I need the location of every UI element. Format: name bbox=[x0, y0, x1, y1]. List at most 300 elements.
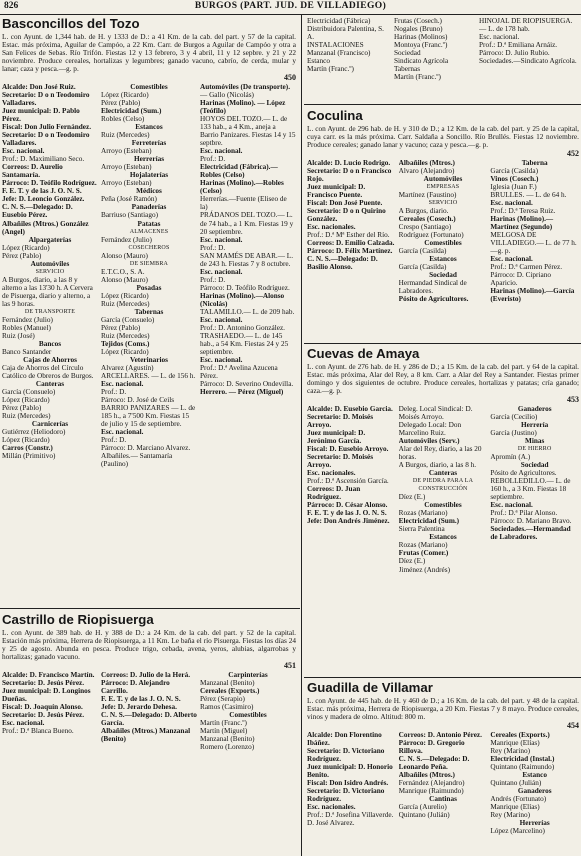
entry-number: 450 bbox=[284, 73, 296, 83]
directory-entry: Fiscal: D. Joaquín Alonso. bbox=[2, 703, 83, 712]
directory-entry: Arroyo (Esteban) bbox=[101, 179, 152, 188]
article-guadilla bbox=[307, 680, 579, 856]
directory-entry: Sociedades.—Sindicato Agrícola. bbox=[479, 57, 577, 66]
directory-entry: C. N. S.—Delegado: D. Leonardo Peña. bbox=[398, 755, 470, 772]
directory-entry: Secretario: D. Jesús Pérez. bbox=[2, 711, 85, 720]
directory-entry: Cereales (Exports.) bbox=[490, 731, 550, 740]
directory-entry: Harinas (Molinos) bbox=[394, 33, 448, 42]
entry-number: 453 bbox=[567, 395, 579, 405]
listing-columns bbox=[307, 405, 579, 573]
directory-entry: Prof.: D.ª Pilar Alonso. bbox=[490, 509, 558, 518]
trade-heading: Sociedad bbox=[429, 271, 457, 280]
trade-heading: Sociedad bbox=[394, 49, 421, 58]
directory-entry: Esc. nacional. bbox=[490, 501, 533, 510]
directory-entry: Rey (Marino) bbox=[490, 747, 531, 756]
directory-entry: Párroco: D. Alejandro Carrillo. bbox=[101, 679, 170, 696]
listing-column bbox=[307, 405, 396, 573]
directory-entry: Esc. nacionales. bbox=[307, 223, 356, 232]
listing-column bbox=[200, 671, 296, 751]
directory-entry: Párroco: D. Teófilo Rodríguez. bbox=[200, 283, 290, 292]
directory-entry: REBOLLEDILLO.— L. de 160 h., a 3 Km. Fiestas 18 septiembre. bbox=[490, 477, 571, 502]
directory-entry: Albañiles.— Santamaría (Paulino) bbox=[101, 451, 173, 468]
directory-entry: Cereales (Exports.) bbox=[200, 687, 260, 696]
listing-columns bbox=[2, 671, 296, 751]
directory-entry: Alar del Rey, diario, a las 20 horas. bbox=[398, 445, 482, 462]
directory-entry: Pósito de Agricultores. bbox=[398, 295, 469, 304]
directory-entry: Pérez (Pablo) bbox=[2, 403, 42, 412]
directory-entry: Secretario: D. Moisés Arroyo. bbox=[307, 453, 374, 470]
trade-heading: Patatas bbox=[137, 219, 161, 228]
listing-column bbox=[101, 83, 197, 468]
continuation-column-2 bbox=[394, 17, 476, 103]
directory-entry: Millán (Primitivo) bbox=[2, 451, 56, 460]
trade-heading: Panaderías bbox=[131, 203, 167, 212]
directory-entry: Manzanal (Benito) bbox=[200, 735, 255, 744]
trade-subheading: ALMACENES bbox=[129, 228, 169, 235]
directory-entry: Martínez (Faustino) bbox=[398, 191, 457, 200]
directory-entry: Banco Santander bbox=[2, 347, 52, 356]
locality-title: Guadilla de Villamar bbox=[307, 680, 433, 695]
directory-entry: Secretario: D o n Teodomiro Valladares. bbox=[2, 91, 90, 108]
listing-column bbox=[399, 159, 488, 303]
trade-heading: Automóviles bbox=[423, 175, 463, 184]
directory-entry: Esc. nacional. bbox=[2, 147, 45, 156]
trade-heading: Minas bbox=[525, 437, 545, 446]
trade-heading: Cajas de Ahorros bbox=[23, 355, 77, 364]
directory-entry: García (Aurelio) bbox=[398, 803, 447, 812]
directory-entry: Cereales (Cosech.) bbox=[398, 215, 456, 224]
directory-entry: Harinas (Molino).—Robles (Celso) bbox=[200, 179, 284, 196]
trade-heading: Ganaderos bbox=[517, 405, 552, 414]
continuation-column-1 bbox=[307, 17, 391, 103]
directory-entry: Juez municipal: D. Honorio Benito. bbox=[307, 763, 393, 780]
directory-entry: Secretario: D. Victoriano Rodríguez. bbox=[307, 747, 385, 764]
directory-entry: Jefe: D. Jerardo Dehesa. bbox=[101, 703, 177, 712]
trade-heading: Canteras bbox=[428, 469, 458, 478]
directory-entry: Frutas (Comer.) bbox=[398, 549, 449, 558]
trade-heading: Taberna bbox=[521, 159, 548, 168]
directory-entry: Barriuso (Santiago) bbox=[101, 211, 158, 220]
directory-entry: Ruiz (Mercedes) bbox=[101, 131, 150, 140]
directory-entry: López (Marcelino) bbox=[490, 827, 545, 836]
listing-column bbox=[490, 731, 579, 835]
directory-entry: Automóviles (Serv.) bbox=[398, 437, 460, 446]
directory-entry: Ruiz (Mercedes) bbox=[101, 331, 150, 340]
directory-entry: Herrerías.—Fuente (Eliseo de la) bbox=[200, 195, 287, 212]
directory-entry: Secretario: D o n Teodomiro Valladares. bbox=[2, 131, 90, 148]
listing-columns bbox=[307, 731, 579, 835]
directory-entry: Esc. nacional. bbox=[490, 199, 533, 208]
locality-title: Basconcillos del Tozo bbox=[2, 16, 140, 31]
directory-entry: PRÁDANOS DEL TOZO.— L. de 74 hab., a 1 Km. Fiestas 19 y 20 septiembre. bbox=[200, 211, 294, 236]
entry-number: 454 bbox=[567, 721, 579, 731]
directory-entry: Carros (Constr.) bbox=[2, 443, 53, 452]
trade-heading: Ferreterías bbox=[131, 139, 167, 148]
directory-entry: Martín (Miguel) bbox=[200, 727, 248, 736]
directory-entry: E.T.C.O., S. A. bbox=[101, 267, 145, 276]
directory-entry: Martín (Franc.º) bbox=[307, 65, 354, 74]
directory-entry: Manzanal (Francisco) bbox=[307, 49, 371, 58]
directory-entry: C. N. S.—Delegado: D. Eusebio Pérez. bbox=[2, 203, 73, 220]
directory-entry: Juez municipal: D. Longinos Dueñas. bbox=[2, 687, 91, 704]
trade-heading: Posadas bbox=[136, 283, 162, 292]
directory-entry: Juez municipal: D. Jerónimo García. bbox=[307, 429, 366, 446]
entry-number: 451 bbox=[284, 661, 296, 671]
article-basconcillos bbox=[2, 16, 296, 680]
directory-entry: HINOJAL DE RIOPISUERGA.— L. de 178 hab. bbox=[479, 17, 573, 34]
directory-entry: Correos: D. Antonio Pérez. bbox=[398, 731, 482, 740]
directory-entry: F. E. T. y de las J. O. N. S. bbox=[307, 509, 387, 518]
trade-heading: Carpinterías bbox=[228, 671, 268, 680]
directory-entry: Automóviles (De transporte). bbox=[200, 83, 291, 92]
directory-entry: Alonso (Mauro) bbox=[101, 275, 148, 284]
directory-entry: D. José Alvarez. bbox=[307, 819, 355, 828]
directory-entry: Prof.: D.ª Emiliana Arnáiz. bbox=[479, 41, 558, 50]
directory-entry: Albañiles (Mtros.) Manzanal (Benito) bbox=[101, 727, 191, 744]
continuation-column-3 bbox=[479, 17, 579, 103]
listing-column bbox=[399, 405, 488, 573]
trade-heading: Estancos bbox=[135, 123, 163, 132]
directory-entry: Prof.: D. Maximiliano Seco. bbox=[2, 155, 85, 164]
directory-entry: Ruiz (José) bbox=[2, 331, 35, 340]
directory-entry: Párroco: D. Gregorio Rillova. bbox=[398, 739, 465, 756]
directory-entry: García (Casilda) bbox=[398, 247, 447, 256]
directory-entry: Peña (José Ramón) bbox=[101, 195, 157, 204]
directory-entry: Gutiérrez (Heliodoro) bbox=[2, 427, 66, 436]
directory-entry: Martín (Franc.º) bbox=[200, 719, 247, 728]
directory-entry: Díez (E.) bbox=[398, 493, 426, 502]
directory-entry: Párroco: D. Teófilo Rodríguez. bbox=[2, 179, 97, 188]
directory-entry: Secretario: D. Moisés Arroyo. bbox=[307, 413, 374, 430]
trade-subheading: DE SIEMBRA bbox=[129, 260, 169, 267]
directory-entry: Secretario: D. Jesús Pérez. bbox=[2, 679, 85, 688]
directory-entry: Vinos (Cosech.) bbox=[490, 175, 539, 184]
directory-entry: SAN MAMÉS DE ABAR.— L. de 243 h. Fiestas 7 y 8 octubre. bbox=[200, 251, 294, 268]
directory-entry: Párroco: D. Félix Martínez. bbox=[307, 247, 393, 256]
directory-entry: García (Cecilio) bbox=[490, 413, 538, 422]
directory-entry: Frutas (Cosech.) bbox=[394, 17, 442, 25]
listing-column bbox=[2, 671, 98, 751]
directory-entry: Secretario: D. Victoriano Rodríguez. bbox=[307, 787, 385, 804]
directory-entry: García (Casilda) bbox=[490, 167, 539, 176]
directory-entry: Fiscal: Don Isidro Andrés. bbox=[307, 779, 389, 788]
listing-column bbox=[490, 159, 579, 303]
trade-heading: Estancos bbox=[429, 255, 457, 264]
directory-entry: Juez municipal: D. Francisco Puente. bbox=[307, 183, 366, 200]
locality-description: L. con Ayunt. de 389 hab. de H. y 388 de D.: a 24 Km. de la cab. del part. y 52 de la capital. Estación más próxima, Herrera de Riopisuerga, a 11 Km. Le baña el río Pisuerga. Fiestas los días 24 y 25 de agosto. Abunda en pesca. Produce trigo, cebada, avena, yeros, alubias, algarrobas y hortalizas; ganado vacuno. bbox=[2, 628, 296, 662]
directory-entry: Juez municipal: D. Pablo Pérez. bbox=[2, 107, 80, 124]
directory-entry: Párroco: D. José de Ceils bbox=[101, 395, 175, 404]
directory-entry: Electricidad (Fábrica) bbox=[307, 17, 371, 25]
directory-entry: Esc. nacional. bbox=[101, 427, 144, 436]
directory-entry: Prof.: D.ª Avelina Azucena Pérez. bbox=[200, 363, 278, 380]
directory-entry: Harinas (Molino). — López (Teófilo) bbox=[200, 99, 286, 116]
directory-entry: Jefe: D. Leoncio González. bbox=[2, 195, 85, 204]
directory-entry: ARCELLARES. — L. de 156 h. bbox=[101, 371, 196, 380]
directory-entry: Quintano (Julián) bbox=[398, 811, 450, 820]
directory-entry: Manrique (Raimundo) bbox=[398, 787, 464, 796]
directory-entry: Esc. nacionales. bbox=[307, 469, 356, 478]
directory-entry: Prof.: D. bbox=[101, 435, 127, 444]
directory-entry: BARRIO PANIZARES — L. de 185 h., a 7'500 Km. Fiestas 15 de julio y 15 de septiembre. bbox=[101, 403, 196, 428]
trade-heading: Estancos bbox=[429, 533, 457, 542]
directory-entry: García (Casilda) bbox=[398, 263, 447, 272]
directory-entry: Pósito de Agricultores. bbox=[490, 469, 557, 478]
directory-entry: Electricidad (Sum.) bbox=[398, 517, 460, 526]
directory-entry: Fernández (Julio) bbox=[101, 235, 152, 244]
section-rule bbox=[0, 608, 300, 609]
directory-entry: Albañiles (Mtros.) bbox=[398, 159, 455, 168]
locality-description: L. con Ayunt. de 445 hab. de H. y 460 de D.; a 16 Km. de la cab. del part. y 48 de la capital. Estac. más próxima, Herrera de Riopisuerga, a 20 Km. Fiestas 7 y 8 mayo. Produce cereales, vinos y madera de olmo. Altitud: 800 m. bbox=[307, 696, 579, 722]
directory-entry: Prof.: D. Antonino González. bbox=[200, 323, 285, 332]
trade-subheading: SERVICIO bbox=[35, 268, 65, 275]
trade-heading: Canteras bbox=[35, 379, 65, 388]
directory-entry: Robles (Celso) bbox=[101, 115, 145, 124]
directory-entry: Prof.: D.ª Ascensión García. bbox=[307, 477, 389, 486]
directory-entry: Distribuidora Palentina, S. A. bbox=[307, 25, 384, 42]
directory-entry: Prof.: D.ª Teresa Ruiz. bbox=[490, 207, 556, 216]
locality-description: L. con Ayunt. de 1,344 hab. de H. y 1333 de D.: a 41 Km. de la cab. del part. y 57 de la capital. Estac. más próxima, Aguilar de Campóo, a 22 Km. Carr. de Burgos a Aguilar de Campóo y otra a San Felices de Sebas. Río Trifón. Fiestas 12 y 13 febrero, 3 y 4 abril, 11 y 12 sepbre. y 21 y 22 noviembre. Produce cereales, hortalizas y legumbres; ganado vacuno, cabrío, de cerda, mular y lanar; caza y pesca.—g. p. bbox=[2, 32, 296, 74]
entry-number: 452 bbox=[567, 149, 579, 159]
directory-entry: Alcalde: D. Francisco Martín. bbox=[2, 671, 95, 680]
trade-heading: Bancos bbox=[38, 339, 62, 348]
article-coculina bbox=[307, 108, 579, 340]
directory-entry: Párroco: D. Julio Rubio. bbox=[479, 49, 550, 58]
listing-column bbox=[101, 671, 197, 751]
trade-subheading: SERVICIO bbox=[428, 200, 458, 207]
directory-entry: Ramos (Casimiro) bbox=[200, 703, 254, 712]
directory-entry: Correos: D. Aurelio Santamaría. bbox=[2, 163, 63, 180]
directory-entry: Párroco: D. Marciano Alvarez. bbox=[101, 443, 191, 452]
trade-heading: Tabernas bbox=[394, 65, 421, 74]
listing-columns bbox=[307, 159, 579, 303]
trade-heading: Herrerías bbox=[133, 155, 165, 164]
running-header bbox=[0, 0, 581, 15]
directory-entry: Ruiz (Mercedes) bbox=[2, 411, 51, 420]
directory-entry: López (Ricardo) bbox=[101, 291, 149, 300]
directory-entry: Correos: D. Julio de la Herá. bbox=[101, 671, 191, 680]
listing-column bbox=[200, 83, 296, 468]
directory-entry: Rodríguez (Fortunato) bbox=[398, 231, 464, 240]
directory-entry: Robles (Manuel) bbox=[2, 323, 51, 332]
listing-column bbox=[399, 731, 488, 835]
directory-entry: Rey (Marino) bbox=[490, 811, 531, 820]
directory-entry: López (Ricardo) bbox=[2, 395, 50, 404]
directory-entry: A Burgos, diario. bbox=[398, 207, 449, 216]
directory-entry: BRULLES. — L. de 64 h. bbox=[490, 191, 567, 200]
directory-entry: Esc. nacional. bbox=[200, 355, 243, 364]
directory-entry: Arroyo (Esteban) bbox=[101, 163, 152, 172]
directory-entry: Romero (Lorenzo) bbox=[200, 743, 255, 752]
directory-entry: Esc. nacional. bbox=[200, 267, 243, 276]
directory-entry: Fernández (Julio) bbox=[2, 315, 53, 324]
directory-entry: Prof.: D.ª Carmen Pérez. bbox=[490, 263, 563, 272]
trade-subheading: EMPRESAS bbox=[426, 184, 460, 191]
listing-column bbox=[490, 405, 579, 573]
directory-entry: TRASHAEDO.— L. de 145 hab., a 54 Km. Fiestas 24 y 25 septiembre. bbox=[200, 331, 289, 356]
directory-entry: Alvaro (Alejandro) bbox=[398, 167, 455, 176]
column-divider bbox=[301, 15, 302, 856]
directory-entry: López (Ricardo) bbox=[101, 347, 149, 356]
directory-entry: Esc. nacional. bbox=[479, 33, 520, 42]
trade-subheading: DE PIEDRA PARA LA CONSTRUCCIÓN bbox=[412, 478, 474, 493]
directory-entry: López (Ricardo) bbox=[2, 435, 50, 444]
directory-entry: Párroco: D. Severino Ondevilla. bbox=[200, 379, 294, 388]
directory-entry: C. N. S.—Delegado: D. Alberto García. bbox=[101, 711, 197, 728]
directory-entry: Ruiz (Mercedes) bbox=[101, 299, 150, 308]
trade-heading: Comestibles bbox=[424, 239, 462, 248]
listing-column bbox=[307, 731, 396, 835]
directory-entry: Prof.: D. bbox=[101, 387, 127, 396]
directory-entry: Sierra Palentina bbox=[398, 525, 445, 534]
directory-entry: Párroco: D. César Alonso. bbox=[307, 501, 388, 510]
directory-entry: Alonso (Mauro) bbox=[101, 251, 148, 260]
trade-subheading: DE TRANSPORTE bbox=[24, 308, 76, 315]
directory-entry: Díez (E.) bbox=[398, 557, 426, 566]
directory-entry: Martín (Franc.º) bbox=[394, 73, 441, 82]
trade-heading: Ganaderos bbox=[517, 787, 552, 796]
directory-entry: Albañiles (Mtros.) González (Angel) bbox=[2, 219, 89, 236]
directory-entry: Rozas (Mariano) bbox=[398, 509, 448, 518]
directory-entry: Esc. nacional. bbox=[200, 235, 243, 244]
directory-entry: Montoya (Franc.º) bbox=[394, 41, 448, 50]
directory-entry: Manrique (Elías) bbox=[490, 739, 540, 748]
directory-entry: Fiscal: Don José Puente. bbox=[307, 199, 383, 208]
directory-entry: Herrero. — Pérez (Miguel) bbox=[200, 387, 284, 396]
trade-heading: Herrerías bbox=[519, 819, 550, 828]
directory-entry: Párroco: D. Cipriano Aparicio. bbox=[490, 271, 551, 288]
section-rule bbox=[304, 677, 581, 678]
directory-entry: Caja de Ahorros del Círculo Católico de Obreros de Burgos. bbox=[2, 363, 94, 380]
trade-heading: Comestibles bbox=[130, 83, 168, 92]
directory-entry: Alcalde: D. Lucio Rodrigo. bbox=[307, 159, 391, 168]
trade-heading: Hojalaterías bbox=[129, 171, 169, 180]
directory-entry: Sociedades.—Hermandad de Labradores. bbox=[490, 525, 571, 542]
directory-entry: Rozas (Mariano) bbox=[398, 541, 448, 550]
directory-entry: Fiscal: D. Eusebio Arroyo. bbox=[307, 445, 389, 454]
directory-entry: Delegado Local: Don Marcelino Ruiz. bbox=[398, 421, 462, 438]
article-castrillo bbox=[2, 612, 296, 856]
directory-entry: C. N. S.—Delegado: D. Basilio Alonso. bbox=[307, 255, 378, 272]
directory-entry: — Gallo (Nicolás) bbox=[200, 91, 254, 100]
directory-entry: MELGOSA DE VILLADIEGO.— L. de 77 h.—g. p. bbox=[490, 231, 577, 256]
directory-entry: Jiménez (Andrés) bbox=[398, 565, 451, 574]
section-rule bbox=[304, 104, 581, 105]
directory-entry: F. E. T. y de las J. O. N. S. bbox=[101, 695, 181, 704]
directory-entry: HOYOS DEL TOZO.— L. de 133 hab., a 4 Km., aneja a Barrio Panizares. Fiestas 14 y 15 septbre. bbox=[200, 115, 296, 148]
directory-entry: Alcalde: Don José Ruiz. bbox=[2, 83, 76, 92]
trade-heading: Sociedad bbox=[520, 461, 549, 470]
directory-entry: Párroco: D. Mariano Bravo. bbox=[490, 517, 572, 526]
directory-entry: F. E. T. y de las J. O. N. S. bbox=[2, 187, 82, 196]
trade-heading: Comestibles bbox=[229, 711, 267, 720]
trade-heading: Tabernas bbox=[134, 307, 164, 316]
section-rule bbox=[304, 343, 581, 344]
directory-entry: Esc. nacional. bbox=[101, 379, 144, 388]
directory-entry: Quintano (Raimundo) bbox=[490, 763, 555, 772]
directory-entry: Apromín (A.) bbox=[490, 453, 531, 462]
directory-entry: Andrés (Fortunato) bbox=[490, 795, 547, 804]
directory-entry: López (Ricardo) bbox=[101, 91, 149, 100]
directory-entry: Prof.: D.ª Blanca Bueno. bbox=[2, 727, 74, 736]
directory-entry: Deleg. Local Sindical: D. Moisés Arroyo. bbox=[398, 405, 473, 422]
directory-entry: Pérez (Pablo) bbox=[2, 251, 42, 260]
directory-entry: Esc. nacional. bbox=[490, 255, 533, 264]
directory-entry: Prof.: D. bbox=[200, 155, 226, 164]
directory-entry: Crespo (Santiago) bbox=[398, 223, 452, 232]
directory-entry: Secretario: D o n Quirino González. bbox=[307, 207, 386, 224]
directory-entry: García (Justino) bbox=[490, 429, 537, 438]
directory-entry: Nogales (Bruno) bbox=[394, 25, 443, 34]
directory-entry: Alcalde: Don Florentino Ibáñez. bbox=[307, 731, 382, 748]
directory-entry: Harinas (Molino).—Alonso (Nicolás) bbox=[200, 291, 285, 308]
trade-subheading: DE HIERRO bbox=[517, 446, 552, 453]
running-head-title: BURGOS (PART. JUD. DE VILLADIEGO) bbox=[194, 1, 387, 11]
directory-entry: García (Consuelo) bbox=[2, 387, 56, 396]
listing-column bbox=[2, 83, 98, 468]
directory-entry: Fiscal: Don Julio Fernández. bbox=[2, 123, 92, 132]
trade-heading: Automóviles bbox=[30, 259, 70, 268]
directory-entry: Manzanal (Benito) bbox=[200, 679, 255, 688]
trade-heading: Médicos bbox=[136, 187, 162, 196]
trade-heading: Comestibles bbox=[424, 501, 462, 510]
directory-entry: Correos: D. Juan Rodríguez. bbox=[307, 485, 361, 502]
directory-entry: Sindicato Agrícola bbox=[394, 57, 449, 66]
directory-entry: Tejidos (Coms.) bbox=[101, 339, 150, 348]
directory-entry: Quintano (Julián) bbox=[490, 779, 542, 788]
trade-heading: Estanco bbox=[307, 57, 330, 66]
directory-entry: Iglesia (Juan F.) bbox=[490, 183, 537, 192]
directory-entry: Secretario: D o n Francisco Rojo. bbox=[307, 167, 392, 184]
directory-entry: Esc. nacional. bbox=[200, 315, 243, 324]
directory-entry: Prof.: D.ª Josefina Villaverde. bbox=[307, 811, 394, 820]
listing-column bbox=[307, 159, 396, 303]
trade-subheading: COSECHEROS bbox=[128, 244, 170, 251]
trade-heading: Veterinarios bbox=[130, 355, 168, 364]
directory-entry: A Burgos, diario, a las 8 y alterno a las 13'30 h. A Cervera de Pisuerga, diario y alterno, a las 9 horas. bbox=[2, 275, 93, 308]
directory-entry: Manrique (Elías) bbox=[490, 803, 540, 812]
locality-description: L. con Ayunt. de 296 hab. de H. y 310 de D.; a 12 Km. de la cab. del part. y 25 de la capital, cuya carr. es la más próxima. Carr. Saldaña a Soncillo. Río Brullés. Fiestas 12 noviembre. Produce cereales; ganado lanar y vacuno; caza y pesca.—g. p. bbox=[307, 124, 579, 150]
directory-entry: Electricidad (Sum.) bbox=[101, 107, 162, 116]
trade-subheading: INSTALACIONES bbox=[307, 41, 364, 50]
article-cuevas bbox=[307, 346, 579, 674]
directory-entry: Alcalde: D. Eusebio Garcia. bbox=[307, 405, 393, 414]
directory-entry: TALAMILLO.— L. de 209 hab. bbox=[200, 307, 295, 316]
directory-entry: Albañiles (Mtros.) bbox=[398, 771, 455, 780]
trade-heading: Estanco bbox=[522, 771, 547, 780]
directory-entry: Prof.: D. bbox=[200, 275, 226, 284]
directory-entry: Esc. nacional. bbox=[200, 147, 243, 156]
directory-entry: Pérez (Pablo) bbox=[101, 99, 141, 108]
trade-heading: Cantinas bbox=[429, 795, 457, 804]
directory-entry: Jefe: Don Andrés Jiménez. bbox=[307, 517, 390, 526]
trade-heading: Herrería bbox=[521, 421, 549, 430]
directory-entry: Alvarez (Agustín) bbox=[101, 363, 154, 372]
directory-entry: García (Consuelo) bbox=[101, 315, 155, 324]
locality-title: Cuevas de Amaya bbox=[307, 346, 420, 361]
directory-entry: Arroyo (Esteban) bbox=[101, 147, 152, 156]
locality-title: Castrillo de Riopisuerga bbox=[2, 612, 154, 627]
locality-description: L. con Ayunt. de 276 hab. de H. y 286 de D.; a 15 Km. de la cab. del part. y 64 de la capital. Estac. más próxima, Alar del Rey, a 8 km. Carr. a Alar del Rey a Santander. Fiestas primer domingo y dos siguientes de octubre. Produce cereales, hortalizas y patatas; cría ganado; caza.—g. p. bbox=[307, 362, 579, 396]
trade-heading: Alpargaterías bbox=[28, 235, 72, 244]
directory-entry: Harinas (Molino).—Martínez (Segundo) bbox=[490, 215, 554, 232]
directory-entry: López (Ricardo) bbox=[2, 243, 50, 252]
directory-entry: Harinas (Molino).—García (Everisto) bbox=[490, 287, 575, 304]
directory-entry: Esc. nacional. bbox=[2, 719, 45, 728]
directory-entry: Electricidad (Fábrica).— Robles (Celso) bbox=[200, 163, 278, 180]
directory-entry: Electricidad (Instal.) bbox=[490, 755, 555, 764]
directory-entry: Hermandad Sindical de Labradores. bbox=[398, 279, 467, 296]
